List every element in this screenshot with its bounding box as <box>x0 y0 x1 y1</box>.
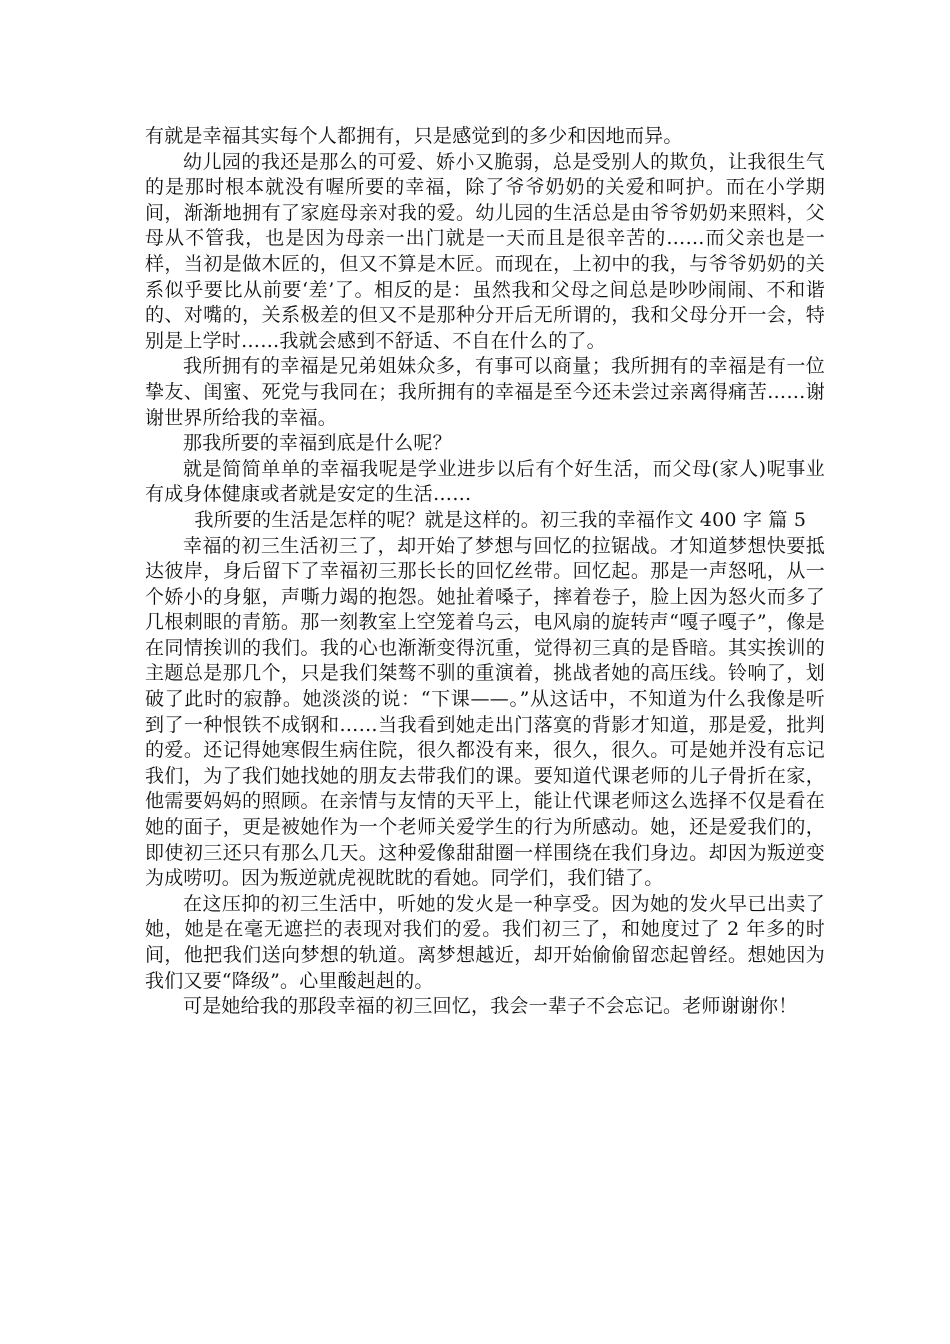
paragraph-question: 那我所要的幸福到底是什么呢？ <box>183 432 452 455</box>
paragraph-grade-nine-life: 幸福的初三生活初三了，却开始了梦想与回忆的拉锯战。才知道梦想快要抵达彼岸，身后留下了幸福初三那长长的回忆丝带。回忆起。那是一声怒吼，从一个娇小的身躯，声嘶力竭的抱怨。她扯着嗓子，摔着卷子，脸上因为怒火而多了几根刺眼的青筋。那一刻教室上空笼着乌云，电风扇的旋转声“嘎子嘎子”，像是在同情挨训的我们。我的心也渐渐变得沉重，觉得初三真的是昏暗。其实挨训的主题总是那几个，只是我们桀骜不驯的重演着，挑战者她的高压线。铃响了，划破了此时的寂静。她淡淡的说：“下课——。”从这话中，不知道为什么我像是听到了一种恨铁不成钢和……当我看到她走出门落寞的背影才知道，那是爱，批判的爱。还记得她寒假生病住院，很久都没有来，很久，很久。可是她并没有忘记我们，为了我们她找她的朋友去带我们的课。要知道代课老师的儿子骨折在家，他需要妈妈的照顾。在亲情与友情的天平上，能让代课老师这么选择不仅是看在她的面子，更是被她作为一个老师关爱学生的行为所感动。她，还是爱我们的，即使初三还只有那么几天。这种爱像甜甜圈一样围绕在我们身边。却因为叛逆变为成唠叨。因为叛逆就虎视眈眈的看她。同学们，我们错了。 <box>145 534 825 890</box>
paragraph-happiness-owned: 我所拥有的幸福是兄弟姐妹众多，有事可以商量；我所拥有的幸福是有一位挚友、闺蜜、死党与我同在；我所拥有的幸福是至今还未尝过亲离得痛苦……谢谢世界所给我的幸福。 <box>145 355 825 429</box>
paragraph-continuation: 有就是幸福其实每个人都拥有，只是感觉到的多少和因地而异。 <box>145 125 683 147</box>
paragraph-essay-heading: 我所要的生活是怎样的呢？就是这样的。初三我的幸福作文 400 字 篇 5 <box>194 508 807 531</box>
paragraph-closing: 可是她给我的那段幸福的初三回忆，我会一辈子不会忘记。老师谢谢你！ <box>183 995 798 1018</box>
paragraph-kindergarten: 幼儿园的我还是那么的可爱、娇小又脆弱，总是受别人的欺负，让我很生气的是那时根本就没有喔所要的幸福，除了爷爷奶奶的关爱和呵护。而在小学期间，渐渐地拥有了家庭母亲对我的爱。幼儿园的生活总是由爷爷奶奶来照料，父母从不管我，也是因为母亲一出门就是一天而且是很辛苦的……而父亲也是一样，当初是做木匠的，但又不算是木匠。而现在，上初中的我，与爷爷奶奶的关系似乎要比从前要‘差’了。相反的是：虽然我和父母之间总是吵吵闹闹、不和谐的、对嘴的，关系极差的但又不是那种分开后无所谓的，我和父母分开一会，特别是上学时……我就会感到不舒适、不自在什么的了。 <box>145 150 825 352</box>
paragraph-simple-happiness: 就是简简单单的幸福我呢是学业进步以后有个好生活，而父母(家人)呢事业有成身体健康或者就是安定的生活…… <box>145 457 825 506</box>
paragraph-oppressive-life: 在这压抑的初三生活中，听她的发火是一种享受。因为她的发火早已出卖了她，她是在毫无遮拦的表现对我们的爱。我们初三了，和她度过了 2 年多的时间，他把我们送向梦想的轨道。离梦想越近，却开始偷偷留恋起曾经。想她因为我们又要“降级”。心里酸赳赳的。 <box>145 892 825 992</box>
document-page <box>145 124 825 1020</box>
